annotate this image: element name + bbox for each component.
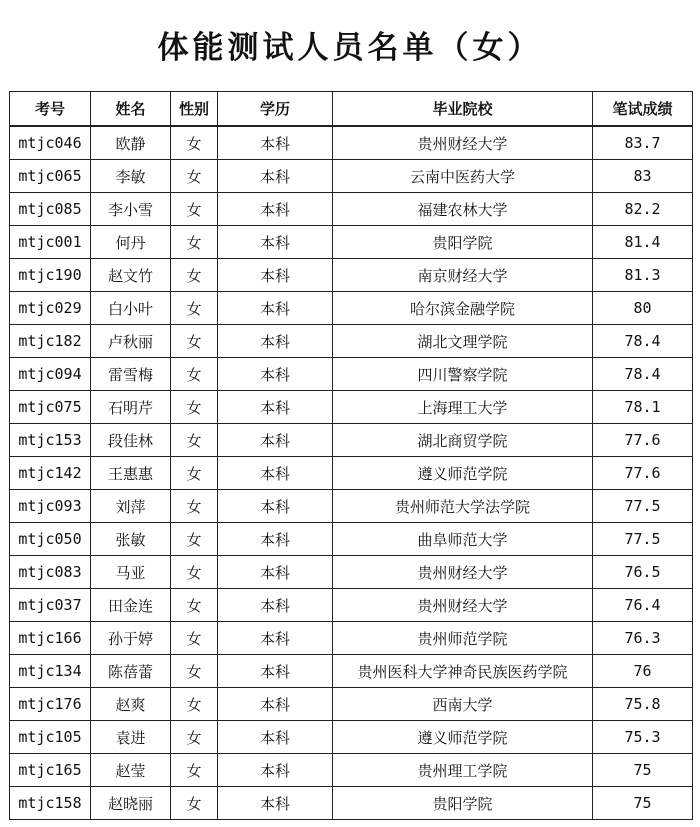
school-cell: 湖北商贸学院	[333, 424, 593, 457]
score-cell: 76.5	[593, 556, 693, 589]
education-cell: 本科	[218, 160, 333, 193]
score-cell: 78.4	[593, 325, 693, 358]
table-row	[10, 126, 693, 160]
exam-id-cell: mtjc190	[10, 259, 91, 292]
education-cell: 本科	[218, 292, 333, 325]
gender-cell: 女	[171, 424, 218, 457]
table-row	[10, 688, 693, 721]
education-cell: 本科	[218, 754, 333, 787]
name-cell: 孙于婷	[91, 622, 171, 655]
column-header-exam-id: 考号	[10, 92, 91, 127]
table-row	[10, 787, 693, 820]
column-header-education: 学历	[218, 92, 333, 127]
education-cell: 本科	[218, 688, 333, 721]
table-row	[10, 259, 693, 292]
school-cell: 湖北文理学院	[333, 325, 593, 358]
exam-id-cell: mtjc165	[10, 754, 91, 787]
exam-id-cell: mtjc093	[10, 490, 91, 523]
score-cell: 82.2	[593, 193, 693, 226]
table-row	[10, 193, 693, 226]
gender-cell: 女	[171, 193, 218, 226]
gender-cell: 女	[171, 325, 218, 358]
name-cell: 雷雪梅	[91, 358, 171, 391]
header-row	[10, 92, 693, 127]
score-cell: 75	[593, 787, 693, 820]
score-cell: 77.6	[593, 424, 693, 457]
school-cell: 贵州理工学院	[333, 754, 593, 787]
column-header-gender: 性别	[171, 92, 218, 127]
table-row	[10, 754, 693, 787]
gender-cell: 女	[171, 490, 218, 523]
name-cell: 李小雪	[91, 193, 171, 226]
education-cell: 本科	[218, 325, 333, 358]
name-cell: 赵爽	[91, 688, 171, 721]
education-cell: 本科	[218, 424, 333, 457]
exam-id-cell: mtjc085	[10, 193, 91, 226]
table-row	[10, 622, 693, 655]
education-cell: 本科	[218, 490, 333, 523]
education-cell: 本科	[218, 721, 333, 754]
school-cell: 遵义师范学院	[333, 721, 593, 754]
table-row	[10, 391, 693, 424]
name-cell: 刘萍	[91, 490, 171, 523]
name-cell: 卢秋丽	[91, 325, 171, 358]
exam-id-cell: mtjc001	[10, 226, 91, 259]
school-cell: 哈尔滨金融学院	[333, 292, 593, 325]
exam-id-cell: mtjc046	[10, 126, 91, 160]
school-cell: 贵州师范大学法学院	[333, 490, 593, 523]
table-row	[10, 292, 693, 325]
school-cell: 西南大学	[333, 688, 593, 721]
exam-id-cell: mtjc134	[10, 655, 91, 688]
gender-cell: 女	[171, 622, 218, 655]
exam-id-cell: mtjc182	[10, 325, 91, 358]
table-row	[10, 721, 693, 754]
exam-id-cell: mtjc153	[10, 424, 91, 457]
column-header-name: 姓名	[91, 92, 171, 127]
name-cell: 白小叶	[91, 292, 171, 325]
education-cell: 本科	[218, 391, 333, 424]
gender-cell: 女	[171, 655, 218, 688]
name-cell: 马亚	[91, 556, 171, 589]
gender-cell: 女	[171, 391, 218, 424]
gender-cell: 女	[171, 754, 218, 787]
exam-id-cell: mtjc158	[10, 787, 91, 820]
table-row	[10, 457, 693, 490]
school-cell: 贵州医科大学神奇民族医药学院	[333, 655, 593, 688]
gender-cell: 女	[171, 160, 218, 193]
table-row	[10, 490, 693, 523]
table-row	[10, 160, 693, 193]
name-cell: 欧静	[91, 126, 171, 160]
exam-id-cell: mtjc083	[10, 556, 91, 589]
score-cell: 83	[593, 160, 693, 193]
name-cell: 石明芹	[91, 391, 171, 424]
education-cell: 本科	[218, 655, 333, 688]
gender-cell: 女	[171, 457, 218, 490]
school-cell: 贵州财经大学	[333, 126, 593, 160]
school-cell: 四川警察学院	[333, 358, 593, 391]
school-cell: 云南中医药大学	[333, 160, 593, 193]
education-cell: 本科	[218, 358, 333, 391]
score-cell: 83.7	[593, 126, 693, 160]
score-cell: 76.3	[593, 622, 693, 655]
score-cell: 76	[593, 655, 693, 688]
table-row	[10, 325, 693, 358]
score-cell: 75.8	[593, 688, 693, 721]
gender-cell: 女	[171, 259, 218, 292]
name-cell: 赵晓丽	[91, 787, 171, 820]
education-cell: 本科	[218, 622, 333, 655]
name-cell: 王惠惠	[91, 457, 171, 490]
name-cell: 袁进	[91, 721, 171, 754]
gender-cell: 女	[171, 292, 218, 325]
table-row	[10, 589, 693, 622]
school-cell: 福建农林大学	[333, 193, 593, 226]
score-cell: 77.6	[593, 457, 693, 490]
score-cell: 75.3	[593, 721, 693, 754]
table-row	[10, 523, 693, 556]
gender-cell: 女	[171, 721, 218, 754]
table-header	[10, 92, 693, 127]
exam-id-cell: mtjc050	[10, 523, 91, 556]
score-cell: 81.4	[593, 226, 693, 259]
name-cell: 张敏	[91, 523, 171, 556]
exam-id-cell: mtjc065	[10, 160, 91, 193]
education-cell: 本科	[218, 259, 333, 292]
exam-id-cell: mtjc176	[10, 688, 91, 721]
exam-id-cell: mtjc029	[10, 292, 91, 325]
school-cell: 贵州师范学院	[333, 622, 593, 655]
score-cell: 81.3	[593, 259, 693, 292]
gender-cell: 女	[171, 688, 218, 721]
exam-id-cell: mtjc075	[10, 391, 91, 424]
name-cell: 赵文竹	[91, 259, 171, 292]
education-cell: 本科	[218, 523, 333, 556]
school-cell: 贵阳学院	[333, 787, 593, 820]
name-cell: 陈蓓蕾	[91, 655, 171, 688]
school-cell: 贵州财经大学	[333, 589, 593, 622]
education-cell: 本科	[218, 226, 333, 259]
column-header-school: 毕业院校	[333, 92, 593, 127]
score-cell: 78.1	[593, 391, 693, 424]
gender-cell: 女	[171, 126, 218, 160]
school-cell: 曲阜师范大学	[333, 523, 593, 556]
gender-cell: 女	[171, 589, 218, 622]
gender-cell: 女	[171, 556, 218, 589]
table-row	[10, 226, 693, 259]
name-cell: 何丹	[91, 226, 171, 259]
exam-id-cell: mtjc105	[10, 721, 91, 754]
score-cell: 78.4	[593, 358, 693, 391]
name-cell: 李敏	[91, 160, 171, 193]
table-row	[10, 556, 693, 589]
education-cell: 本科	[218, 556, 333, 589]
school-cell: 贵州财经大学	[333, 556, 593, 589]
school-cell: 遵义师范学院	[333, 457, 593, 490]
name-cell: 段佳林	[91, 424, 171, 457]
education-cell: 本科	[218, 193, 333, 226]
table-row	[10, 655, 693, 688]
gender-cell: 女	[171, 523, 218, 556]
school-cell: 贵阳学院	[333, 226, 593, 259]
education-cell: 本科	[218, 787, 333, 820]
table-body	[10, 126, 693, 820]
exam-id-cell: mtjc094	[10, 358, 91, 391]
gender-cell: 女	[171, 358, 218, 391]
score-cell: 76.4	[593, 589, 693, 622]
table-row	[10, 424, 693, 457]
score-cell: 77.5	[593, 523, 693, 556]
name-cell: 田金连	[91, 589, 171, 622]
school-cell: 南京财经大学	[333, 259, 593, 292]
score-cell: 77.5	[593, 490, 693, 523]
gender-cell: 女	[171, 787, 218, 820]
exam-id-cell: mtjc037	[10, 589, 91, 622]
name-cell: 赵莹	[91, 754, 171, 787]
column-header-score: 笔试成绩	[593, 92, 693, 127]
exam-id-cell: mtjc166	[10, 622, 91, 655]
table-row	[10, 358, 693, 391]
score-cell: 75	[593, 754, 693, 787]
candidate-table	[9, 91, 693, 820]
score-cell: 80	[593, 292, 693, 325]
school-cell: 上海理工大学	[333, 391, 593, 424]
education-cell: 本科	[218, 126, 333, 160]
education-cell: 本科	[218, 589, 333, 622]
gender-cell: 女	[171, 226, 218, 259]
education-cell: 本科	[218, 457, 333, 490]
page-title: 体能测试人员名单（女）	[157, 30, 543, 66]
exam-id-cell: mtjc142	[10, 457, 91, 490]
